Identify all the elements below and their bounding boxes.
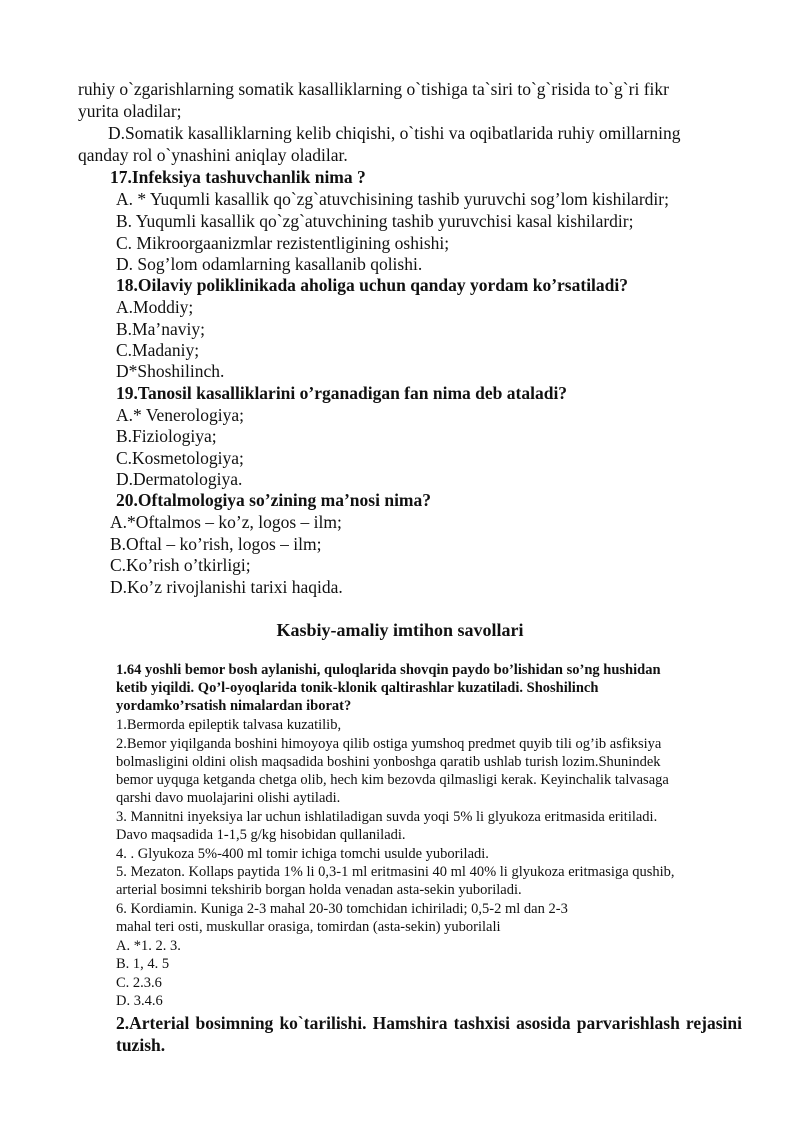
question-title: 19.Tanosil kasalliklarini o’rganadigan fan nima deb ataladi?: [116, 383, 568, 403]
case-title-line: 2.Arterial bosimning ko`tarilishi. Hamshira tashxisi asosida parvarishlash rejasini: [116, 1013, 742, 1033]
case-answer-option: B. 1, 4. 5: [116, 956, 170, 972]
case-title-line: 1.64 yoshli bemor bosh aylanishi, quloqlarida shovqin paydo bo’lishidan so’ng hushidan: [116, 662, 661, 678]
section-heading: Kasbiy-amaliy imtihon savollari: [276, 620, 524, 640]
case-body-line: 1.Bermorda epileptik talvasa kuzatilib,: [116, 717, 342, 733]
answer-option: A.*Oftalmos – ko’z, logos – ilm;: [110, 512, 342, 532]
case-answer-option: A. *1. 2. 3.: [116, 938, 181, 954]
case-body-line: bemor uyquga ketganda chetga olib, hech kim bezovda qilmasligi kerak. Keyinchalik talvasaga: [116, 772, 669, 788]
case-title-line: tuzish.: [116, 1035, 166, 1055]
answer-option: B. Yuqumli kasallik qo`zg`atuvchining tashib yuruvchisi kasal kishilardir;: [116, 211, 634, 231]
question-title: 20.Oftalmologiya so’zining ma’nosi nima?: [116, 490, 432, 510]
case-body-line: mahal teri osti, muskullar orasiga, tomirdan (asta-sekin) yuborilali: [116, 919, 501, 935]
answer-option: A.Moddiy;: [116, 297, 194, 317]
answer-option: B.Fiziologiya;: [116, 426, 217, 446]
case-title-line: ketib yiqildi. Qo’l-oyoqlarida tonik-klonik qaltirashlar kuzatiladi. Shoshilinch: [116, 680, 599, 696]
answer-option: A. * Yuqumli kasallik qo`zg`atuvchisining tashib yuruvchi sog’lom kishilardir;: [116, 189, 669, 209]
answer-option: D.Dermatologiya.: [116, 469, 243, 489]
case-body-line: arterial bosimni tekshirib borgan holda venadan asta-sekin yuboriladi.: [116, 882, 522, 898]
question-title: 18.Oilaviy poliklinikada aholiga uchun qanday yordam ko’rsatiladi?: [116, 275, 629, 295]
answer-option: A.* Venerologiya;: [116, 405, 244, 425]
answer-option: B.Ma’naviy;: [116, 319, 205, 339]
answer-option: C.Madaniy;: [116, 340, 200, 360]
intro-line: yurita oladilar;: [78, 101, 182, 121]
answer-option: D*Shoshilinch.: [116, 361, 225, 381]
case-body-line: bolmasligini oldini olish maqsadida boshini yonboshga qaratib ushlab turish lozim.Shunindek: [116, 754, 661, 770]
answer-option: C.Kosmetologiya;: [116, 448, 244, 468]
intro-line: ruhiy o`zgarishlarning somatik kasalliklarning o`tishiga ta`siri to`g`risida to`g`ri fikr: [78, 79, 669, 99]
case-body-line: 6. Kordiamin. Kuniga 2-3 mahal 20-30 tomchidan ichiriladi; 0,5-2 ml dan 2-3: [116, 901, 568, 917]
answer-option: B.Oftal – ko’rish, logos – ilm;: [110, 534, 322, 554]
case-answer-option: D. 3.4.6: [116, 993, 163, 1009]
answer-option: D. Sog’lom odamlarning kasallanib qolishi.: [116, 254, 423, 274]
question-title: 17.Infeksiya tashuvchanlik nima ?: [110, 167, 366, 187]
case-answer-option: C. 2.3.6: [116, 975, 162, 991]
case-title-line: yordamko’rsatish nimalardan iborat?: [116, 698, 352, 714]
case-body-line: Davo maqsadida 1-1,5 g/kg hisobidan qullaniladi.: [116, 827, 406, 843]
case-body-line: 3. Mannitni inyeksiya lar uchun ishlatiladigan suvda yoqi 5% li glyukoza eritmasida eritiladi.: [116, 809, 658, 825]
case-body-line: 4. . Glyukoza 5%-400 ml tomir ichiga tomchi usulde yuboriladi.: [116, 846, 489, 862]
answer-option: D.Ko’z rivojlanishi tarixi haqida.: [110, 577, 343, 597]
intro-line: D.Somatik kasalliklarning kelib chiqishi, o`tishi va oqibatlarida ruhiy omillarning: [108, 123, 681, 143]
case-body-line: qarshi davo muolajarini olishi aytiladi.: [116, 790, 341, 806]
answer-option: C. Mikroorgaanizmlar rezistentligining oshishi;: [116, 233, 450, 253]
case-body-line: 5. Mezaton. Kollaps paytida 1% li 0,3-1 ml eritmasini 40 ml 40% li glyukoza eritmasiga qushib,: [116, 864, 675, 880]
case-body-line: 2.Bemor yiqilganda boshini himoyoya qilib ostiga yumshoq predmet quyib tili og’ib asfiksiya: [116, 736, 662, 752]
intro-line: qanday rol o`ynashini aniqlay oladilar.: [78, 145, 348, 165]
answer-option: C.Ko’rish o’tkirligi;: [110, 555, 251, 575]
